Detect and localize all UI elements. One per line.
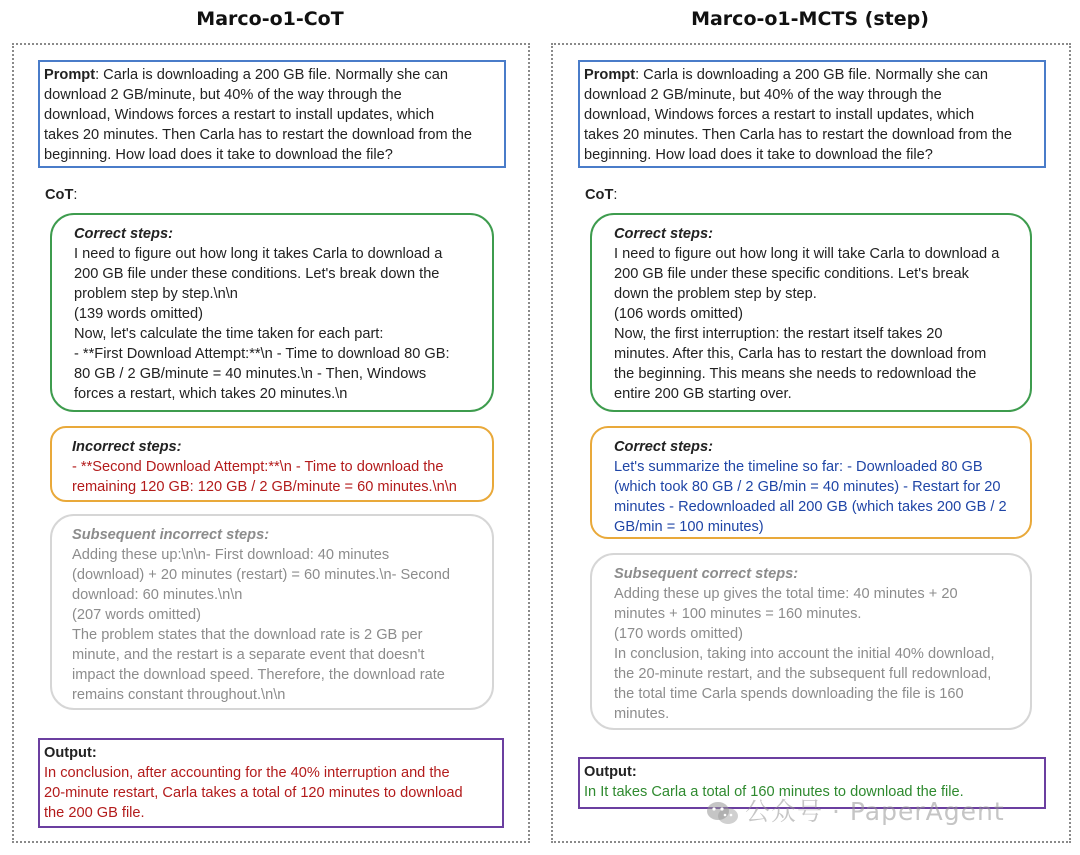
step-line: the beginning. This means she needs to redownload the <box>614 366 977 382</box>
step-line: remains constant throughout.\n\n <box>72 687 286 703</box>
left-title: Marco-o1-CoT <box>196 8 344 30</box>
subsequent-steps-header: Subsequent correct steps: <box>614 566 799 582</box>
step-line: minutes + 100 minutes = 160 minutes. <box>614 606 862 622</box>
watermark <box>705 792 1005 828</box>
watermark-text: 公众号 · PaperAgent <box>745 797 1005 826</box>
step-line: Let's summarize the timeline so far: - Downloaded 80 GB <box>614 459 983 475</box>
subsequent-steps-header: Subsequent incorrect steps: <box>72 527 270 543</box>
left-cot-label: CoT: <box>45 187 78 203</box>
step-line: the total time Carla spends downloading the file is 160 <box>614 686 964 702</box>
prompt-line: takes 20 minutes. Then Carla has to restart the download from the <box>44 127 473 143</box>
step-line: - **First Download Attempt:**\n - Time to download 80 GB: <box>74 346 450 362</box>
step-line: the 20-minute restart, and the subsequent full redownload, <box>614 666 992 682</box>
output-line: In It takes Carla a total of 160 minutes to download the file. <box>584 784 964 800</box>
step-line: minutes - Redownloaded all 200 GB (which takes 200 GB / 2 <box>614 499 1007 515</box>
step-line: impact the download speed. Therefore, the download rate <box>72 667 445 683</box>
prompt-line: beginning. How load does it take to download the file? <box>44 147 393 163</box>
left-subsequent-steps-box <box>50 514 494 710</box>
output-line: 20-minute restart, Carla takes a total of 120 minutes to download <box>44 785 463 801</box>
output-label: Output: <box>584 764 637 780</box>
step-line: In conclusion, taking into account the initial 40% download, <box>614 646 995 662</box>
left-output-box <box>38 738 504 828</box>
correct-steps-header: Correct steps: <box>614 226 713 242</box>
step-line: Now, let's calculate the time taken for each part: <box>74 326 384 342</box>
step-line: minute, and the restart is a separate event that doesn't <box>72 647 425 663</box>
right-title: Marco-o1-MCTS (step) <box>691 8 929 30</box>
wechat-icon <box>705 801 739 825</box>
step-line: - **Second Download Attempt:**\n - Time to download the <box>72 459 444 475</box>
step-line: 200 GB file under these specific conditions. Let's break <box>614 266 969 282</box>
output-line: the 200 GB file. <box>44 805 145 821</box>
step-line: I need to figure out how long it will take Carla to download a <box>614 246 1000 262</box>
prompt-line: beginning. How load does it take to download the file? <box>584 147 933 163</box>
incorrect-steps-header: Incorrect steps: <box>72 439 182 455</box>
step-line: problem step by step.\n\n <box>74 286 238 302</box>
output-line: In conclusion, after accounting for the 40% interruption and the <box>44 765 450 781</box>
step-line: 80 GB / 2 GB/minute = 40 minutes.\n - Then, Windows <box>74 366 427 382</box>
step-line: 200 GB file under these conditions. Let's break down the <box>74 266 440 282</box>
prompt-label: Prompt <box>44 67 96 83</box>
step-line: I need to figure out how long it takes Carla to download a <box>74 246 443 262</box>
step-line: Now, the first interruption: the restart itself takes 20 <box>614 326 943 342</box>
step-line: (170 words omitted) <box>614 626 743 642</box>
step-line: remaining 120 GB: 120 GB / 2 GB/minute = 60 minutes.\n\n <box>72 479 457 495</box>
step-line: (download) + 20 minutes (restart) = 60 minutes.\n- Second <box>72 567 451 583</box>
left-correct-steps-box <box>50 213 494 412</box>
correct-steps-header: Correct steps: <box>74 226 173 242</box>
prompt-text: : Carla is downloading a 200 GB file. Normally she can <box>95 67 448 83</box>
prompt-text: : Carla is downloading a 200 GB file. Normally she can <box>635 67 988 83</box>
prompt-line: download, Windows forces a restart to install updates, which <box>44 107 435 123</box>
left-prompt-box <box>38 60 506 168</box>
correct-steps-header: Correct steps: <box>614 439 713 455</box>
step-line: forces a restart, which takes 20 minutes.\n <box>74 386 348 402</box>
step-line: minutes. <box>614 706 670 722</box>
step-line: Adding these up:\n\n- First download: 40 minutes <box>72 547 390 563</box>
prompt-line: download 2 GB/minute, but 40% of the way through the <box>44 87 402 103</box>
step-line: Adding these up gives the total time: 40 minutes + 20 <box>614 586 958 602</box>
step-line: GB/min = 100 minutes) <box>614 519 764 535</box>
step-line: download: 60 minutes.\n\n <box>72 587 243 603</box>
right-prompt-box <box>578 60 1046 168</box>
step-line: minutes. After this, Carla has to restart the download from <box>614 346 987 362</box>
left-incorrect-steps-box <box>50 426 494 502</box>
right-subsequent-steps-box <box>590 553 1032 730</box>
right-cot-label: CoT: <box>585 187 618 203</box>
right-correct-steps-box <box>590 213 1032 412</box>
step-line: (139 words omitted) <box>74 306 203 322</box>
step-line: entire 200 GB starting over. <box>614 386 792 402</box>
step-line: (106 words omitted) <box>614 306 743 322</box>
prompt-line: takes 20 minutes. Then Carla has to restart the download from the <box>584 127 1013 143</box>
prompt-line <box>44 65 504 85</box>
prompt-line <box>584 65 1044 85</box>
step-line: down the problem step by step. <box>614 286 817 302</box>
prompt-line: download 2 GB/minute, but 40% of the way through the <box>584 87 942 103</box>
prompt-label: Prompt <box>584 67 636 83</box>
output-label: Output: <box>44 745 97 761</box>
right-correct-steps-box-2 <box>590 426 1032 539</box>
step-line: (which took 80 GB / 2 GB/min = 40 minutes) - Restart for 20 <box>614 479 1001 495</box>
step-line: The problem states that the download rate is 2 GB per <box>72 627 423 643</box>
prompt-line: download, Windows forces a restart to install updates, which <box>584 107 975 123</box>
step-line: (207 words omitted) <box>72 607 201 623</box>
